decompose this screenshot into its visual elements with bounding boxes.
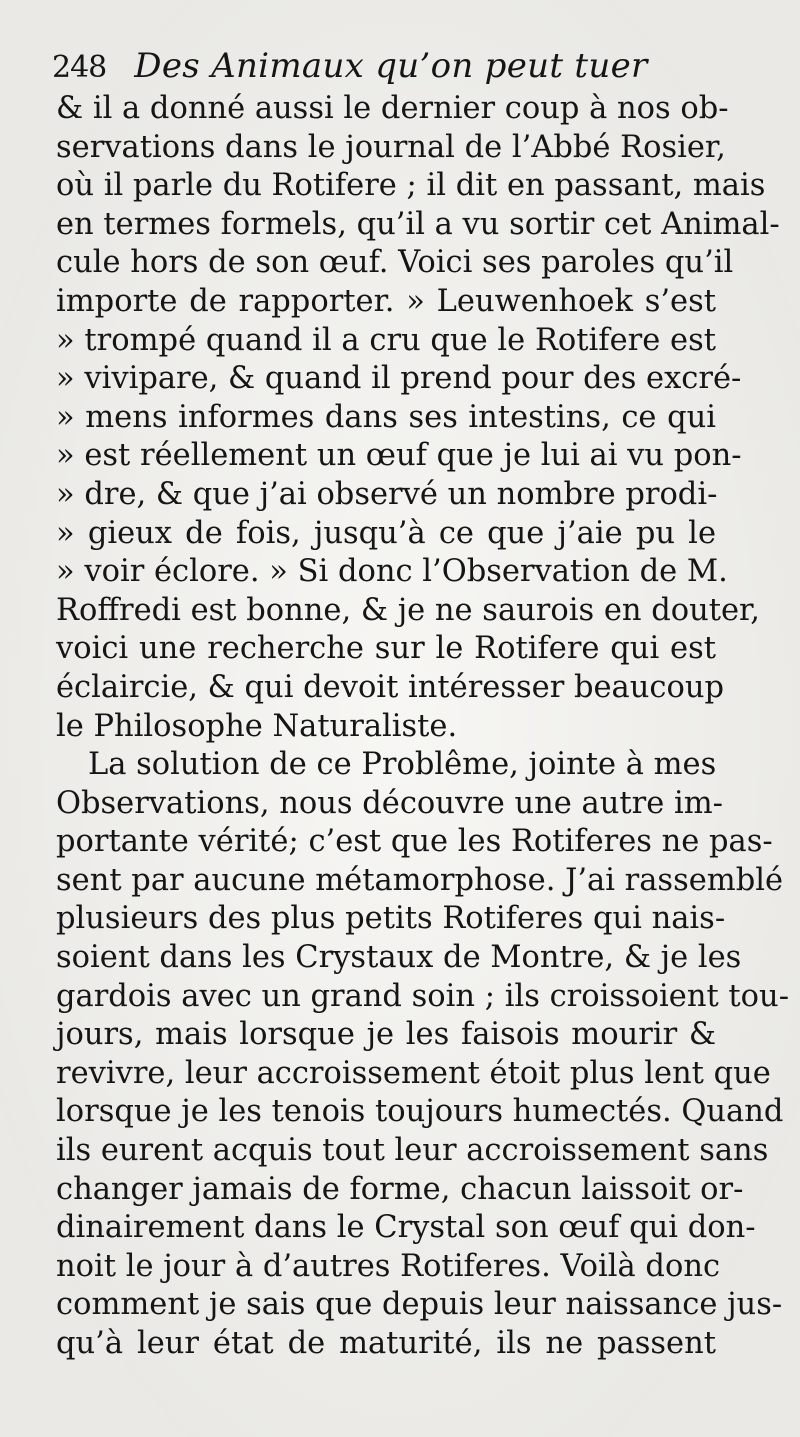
text-line: soient dans les Crystaux de Montre, & je les xyxy=(56,940,742,976)
paragraph-end-line: le Philosophe Naturaliste. xyxy=(56,708,458,744)
text-line: » vivipare, & quand il prend pour des excré- xyxy=(56,361,742,397)
text-line: Observations, nous découvre une autre im- xyxy=(56,785,723,821)
text-line: jours, mais lorsque je les faisois mourir & xyxy=(56,1017,716,1053)
text-line: ils eurent acquis tout leur accroissement sans xyxy=(56,1133,769,1169)
text-line: revivre, leur accroissement étoit plus lent que xyxy=(56,1055,771,1091)
text-line: » voir éclore. » Si donc l’Observation de M. xyxy=(56,554,728,590)
text-line: & il a donné aussi le dernier coup à nos ob- xyxy=(56,91,729,126)
body-text xyxy=(56,90,789,1364)
page-header xyxy=(52,46,652,90)
text-line: » trompé quand il a cru que le Rotifere est xyxy=(56,322,716,358)
text-line: » gieux de fois, jusqu’à ce que j’aie pu le xyxy=(56,515,716,551)
text-line: voici une recherche sur le Rotifere qui est xyxy=(56,631,716,667)
text-line: éclaircie, & qui devoit intéresser beaucoup xyxy=(56,669,724,705)
text-line: servations dans le journal de l’Abbé Rosier, xyxy=(56,129,726,165)
text-line: où il parle du Rotifere ; il dit en passant, mais xyxy=(56,168,766,204)
text-line: lorsque je les tenois toujours humectés. Quand xyxy=(56,1094,784,1130)
text-line: plusieurs des plus petits Rotiferes qui nais- xyxy=(56,901,726,937)
paragraph-start-line: La solution de ce Problême, jointe à mes xyxy=(88,747,717,783)
page-number: 248 xyxy=(52,50,107,85)
text-line: gardois avec un grand soin ; ils croissoient tou- xyxy=(56,978,789,1014)
text-line: changer jamais de forme, chacun laissoit or- xyxy=(56,1171,744,1207)
text-line: qu’à leur état de maturité, ils ne passent xyxy=(56,1326,716,1361)
text-line: » dre, & que j’ai observé un nombre prodi- xyxy=(56,476,718,512)
text-line: cule hors de son œuf. Voici ses paroles qu’il xyxy=(56,245,734,281)
text-line: dinairement dans le Crystal son œuf qui don- xyxy=(56,1210,756,1246)
text-line: » mens informes dans ses intestins, ce qui xyxy=(56,399,716,435)
text-line: en termes formels, qu’il a vu sortir cet Animal- xyxy=(56,206,780,242)
text-line: » est réellement un œuf que je lui ai vu pon- xyxy=(56,438,742,474)
text-line: sent par aucune métamorphose. J’ai rassemblé xyxy=(56,862,784,898)
text-line: importe de rapporter. » Leuwenhoek s’est xyxy=(56,283,716,319)
text-line: portante vérité; c’est que les Rotiferes ne pas- xyxy=(56,824,773,860)
text-line: comment je sais que depuis leur naissance jus- xyxy=(56,1287,783,1323)
text-line: noit le jour à d’autres Rotiferes. Voilà donc xyxy=(56,1248,721,1284)
running-title: Des Animaux qu’on peut tuer xyxy=(134,46,648,86)
text-line: Roffredi est bonne, & je ne saurois en douter, xyxy=(56,592,760,628)
